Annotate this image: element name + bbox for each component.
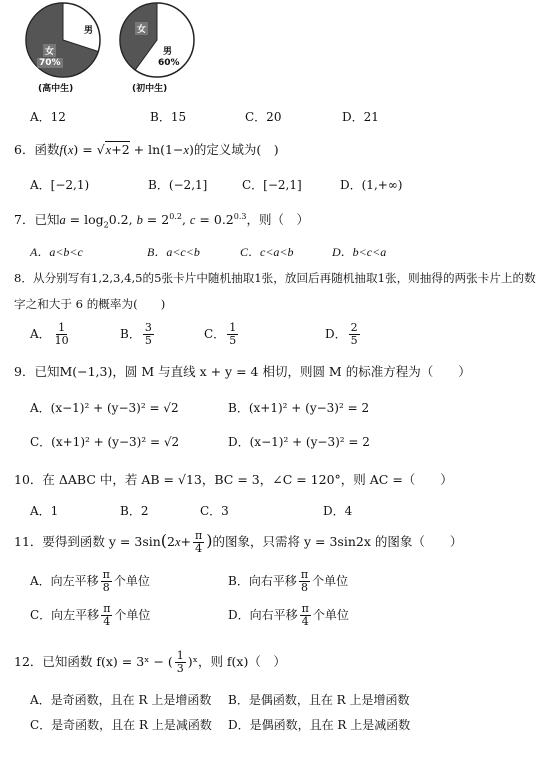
q7-option-d[interactable]: D．b<c<a xyxy=(332,245,387,259)
q6-option-a[interactable]: A．[−2,1) xyxy=(30,178,90,192)
pie-left-female-value: 70% xyxy=(39,58,61,68)
q9-option-d[interactable]: D．(x−1)² + (y−3)² = 2 xyxy=(228,435,370,449)
q9-option-b[interactable]: B．(x+1)² + (y−3)² = 2 xyxy=(228,401,370,415)
q6-option-c[interactable]: C．[−2,1] xyxy=(242,178,302,192)
q8-stem-line2: 字之和大于 6 的概率为( ) xyxy=(14,297,166,311)
q7-option-a[interactable]: A．a<b<c xyxy=(30,245,83,259)
pie-right-caption: (初中生) xyxy=(132,84,168,94)
q12-option-b[interactable]: B．是偶函数，且在 R 上是增函数 xyxy=(228,693,410,707)
pie-right-male-value: 60% xyxy=(158,58,180,68)
pie-left-female-label: 女 xyxy=(43,44,56,57)
pie-left-caption: (高中生) xyxy=(38,84,74,94)
q11-option-c[interactable]: C．向左平移 $\frac{\pi}{4}$ 个单位 xyxy=(30,602,151,628)
q11-option-b[interactable]: B．向右平移 $\frac{\pi}{8}$ 个单位 xyxy=(228,568,349,594)
q5-option-a[interactable]: A．12 xyxy=(30,110,66,124)
q10-option-a[interactable]: A．1 xyxy=(30,504,59,518)
q10-option-c[interactable]: C．3 xyxy=(200,504,229,518)
q9-option-a[interactable]: A．(x−1)² + (y−3)² = √2 xyxy=(30,401,179,415)
q10-option-d[interactable]: D．4 xyxy=(323,504,353,518)
q12-option-d[interactable]: D．是偶函数，且在 R 上是减函数 xyxy=(228,718,411,732)
q6-option-b[interactable]: B．(−2,1] xyxy=(148,178,208,192)
q9-option-c[interactable]: C．(x+1)² + (y−3)² = √2 xyxy=(30,435,180,449)
q8-option-a[interactable]: A． $\frac{1}{10}$ xyxy=(30,321,69,347)
q11-option-d[interactable]: D．向右平移 $\frac{\pi}{4}$ 个单位 xyxy=(228,602,349,628)
pie-right-female-label: 女 xyxy=(135,22,148,35)
q5-option-b[interactable]: B．15 xyxy=(150,110,187,124)
q8-stem-line1: 8．从分别写有1,2,3,4,5的5张卡片中随机抽取1张，放回后再随机抽取1张，则抽得的两张卡片上的数 xyxy=(14,271,536,285)
pie-right-male-label: 男 xyxy=(163,47,173,57)
q7-option-b[interactable]: B．a<c<b xyxy=(147,245,200,259)
pie-right xyxy=(120,3,194,77)
q12-stem: 12．已知函数 f(x) = 3ˣ − ( $\frac{1}{3}$ )ˣ，则 f(x)（ ） xyxy=(14,649,286,675)
q11-stem: 11．要得到函数 y = 3sin(2x+ $\frac{\pi}{4}$ )的图象，只需将 y = 3sin2x 的图象（ ） xyxy=(14,529,463,555)
q5-option-c[interactable]: C．20 xyxy=(245,110,282,124)
pie-left-male-label: 男 xyxy=(84,26,94,36)
q5-option-d[interactable]: D．21 xyxy=(342,110,379,124)
q8-option-b[interactable]: B． $\frac{3}{5}$ xyxy=(120,321,152,347)
q7-stem: 7．已知$a = \log_20.2$, $b = 2^{0.2}$, $c = 0.2^{0.3}$，则（ ） xyxy=(14,211,310,230)
q8-option-d[interactable]: D． $\frac{2}{5}$ xyxy=(325,321,358,347)
q8-option-c[interactable]: C． $\frac{1}{5}$ xyxy=(204,321,237,347)
q6-stem: 6．函数f(x) = √x+2 + ln(1−x)的定义域为( ) xyxy=(14,142,279,157)
q10-stem: 10．在 ΔABC 中，若 AB = √13，BC = 3，∠C = 120°，则 AC =（ ） xyxy=(14,472,453,487)
q6-option-d[interactable]: D．(1,+∞) xyxy=(340,178,403,192)
q7-option-c[interactable]: C．c<a<b xyxy=(240,245,294,259)
q12-option-a[interactable]: A．是奇函数，且在 R 上是增函数 xyxy=(30,693,212,707)
q10-option-b[interactable]: B．2 xyxy=(120,504,149,518)
pie-charts xyxy=(0,0,220,100)
q9-stem: 9．已知M(−1,3)，圆 M 与直线 x + y = 4 相切，则圆 M 的标准方程为（ ） xyxy=(14,364,471,379)
q12-option-c[interactable]: C．是奇函数，且在 R 上是减函数 xyxy=(30,718,212,732)
q11-option-a[interactable]: A．向左平移 $\frac{\pi}{8}$ 个单位 xyxy=(30,568,150,594)
